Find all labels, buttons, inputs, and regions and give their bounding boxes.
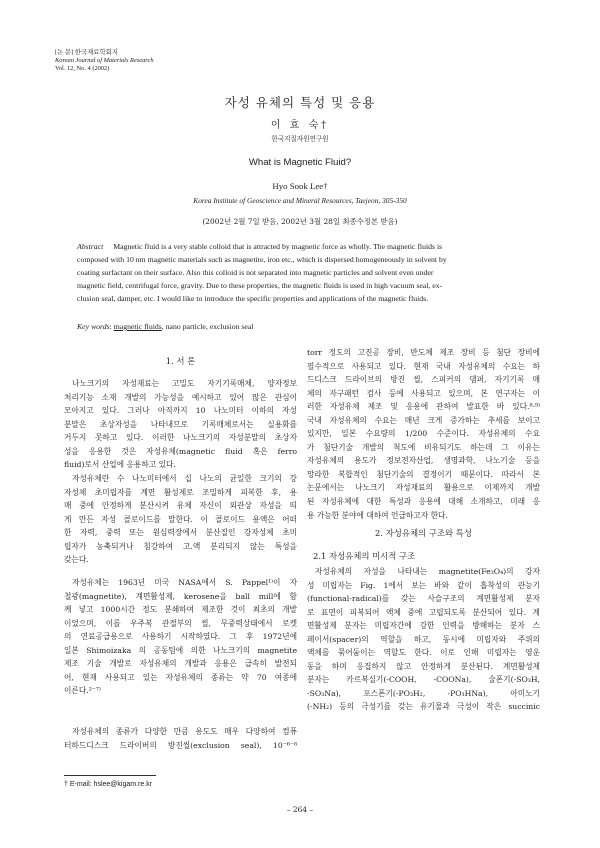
abstract-line: clusion seal, damper, etc. I would like to introduce the specific properties and applications of the magnetic fluids.	[77, 293, 429, 303]
text-line: (-NH₂) 등의 극성기를 갖는 유기물과 극성이 작은 succinic	[307, 702, 540, 712]
text-line: 철광(magnetite), 계면활성제, kerosene을 ball mill에 함	[64, 591, 297, 601]
text-line: 성을 응용한 것은 자성유체(magnetic fluid 혹은 ferro	[64, 446, 297, 456]
keywords-rest: , nano particle, exclusion seal	[161, 322, 254, 331]
text-line: 성 미립자는 Fig. 1에서 보는 바와 같이 흡착성의 관능기	[307, 580, 540, 590]
title-korean: 자성 유체의 특성 및 응용	[224, 95, 376, 110]
text-line: 용 가능한 분야에 대하여 언급하고자 한다.	[307, 510, 448, 520]
abstract-line: coating surfactant on their surface. Also this colloid is not separated into magnetic particles and solvent even under	[77, 267, 434, 277]
text-line: 터하드디스크 드라이버의 방진씰(exclusion seal), 10⁻⁶⁻⁸	[64, 740, 297, 750]
journal-volume: Vol. 12, No. 4 (2002)	[55, 65, 110, 73]
text-line: 액체를 묶어둠이는 역할도 한다. 이로 인해 미립자는 영운	[307, 648, 540, 658]
text-line: 분자는 카르복실기(-COOH, -COONa), 술폰기(-SO₃H,	[307, 675, 540, 685]
text-line: 매 중에 안정하게 분산시켜 유체 자신이 외관상 자성을 띄	[64, 501, 297, 511]
header-line1: [논 문] 한국재료학회지	[55, 49, 119, 56]
text-line: 된 자성유체에 대한 특성과 응용에 대해 소개하고, 미래 응	[307, 497, 540, 507]
right-paragraph-1	[307, 346, 540, 522]
text-line: torr 정도의 고진공 장비, 반도체 제조 장비 등 첨단 장비에	[307, 348, 540, 357]
text-line: 필수적으로 사용되고 있다. 현재 국내 자성유체의 수요는 하	[307, 361, 540, 371]
section-1-heading: 1. 서 론	[165, 356, 196, 366]
text-line: 면활성제 분자는 미립자간에 강한 인력을 방해하는 분자 스	[307, 621, 540, 631]
text-line: -SO₃Na), 포스폰기(-PO₃H₂, -PO₃HNa), 아미노기	[307, 688, 540, 698]
text-line: 자성유체란 수 나노미터에서 십 나노의 균일한 크기의 강	[72, 474, 297, 483]
abstract-line: magnetic field, centrifugal force, gravity. Due to these properties, the magnetic fluids is used in high vacuum seal, ex-	[77, 280, 443, 290]
text-line: 거두지 못하고 있다. 이러한 나노크기의 자성분말의 초상자	[64, 433, 297, 443]
text-line: 논문에서는 나노크기 자성재료의 활용으로 이제까지 개발	[307, 483, 540, 493]
affiliation-english: Korea Institute of Geoscience and Mineral Resources, Taejeon, 305-350	[193, 196, 407, 205]
text-line: 이었으며, 이를 우주복 관절부의 씰, 무중력상태에서 로켓	[64, 618, 297, 628]
left-paragraph-3	[64, 576, 297, 698]
text-line: 나노크기의 자성재료는 고밀도 자기기록매체, 양자정보	[72, 379, 297, 388]
text-line: 국내 자성유체의 수요는 매년 크게 증가하는 추세를 보이고	[307, 415, 540, 425]
text-line: 어, 현재 사용되고 있는 자성유체의 종류는 약 70 여종에	[64, 672, 297, 682]
text-line: 의 연료공급용으로 사용하기 시작하였다. 그 후 1972년에	[64, 632, 297, 642]
left-paragraph-1	[64, 377, 297, 472]
page-number: – 264 –	[286, 805, 314, 814]
text-line: 처리기능 소재 개발의 가능성을 예시하고 있어 많은 관심이	[64, 392, 297, 402]
left-paragraph-2	[64, 472, 297, 567]
text-line: 드디스크 드라이브의 방진 씰, 스피커의 댐퍼, 자기기록 매	[307, 375, 540, 385]
text-line: 동을 하며 응집하지 않고 안정하게 분산된다. 계면활성제	[307, 661, 540, 671]
footnote-email: † E-mail: hslee@kigam.re.kr	[64, 781, 153, 788]
text-line: 페이서(spacer)의 역할을 하고, 동시에 미립자와 주위의	[307, 634, 540, 644]
text-line: 가 첨단기술 개발의 척도에 비유되기도 하는데 그 이유는	[307, 442, 540, 452]
keywords: Key words: magnetic fluids, nano particle, exclusion seal	[77, 322, 254, 331]
text-line: 자성체 초미립자를 계면 활성제로 조밀하게 피복한 후, 용	[64, 487, 297, 497]
abstract-label: Abstract	[77, 242, 104, 251]
text-line: 로 표면이 피복되어 액체 중에 고립되도록 분산되어 있다. 계	[307, 607, 540, 617]
abstract-line: composed with 10 nm magnetic materials such as magnetite, iron etc., which is dispersed homogeneously in solvent by	[77, 254, 447, 264]
text-line: 일본 Shimoizaka 의 공동팀에 의한 나노크기의 magnetite	[64, 645, 297, 655]
text-line: 한 자력, 중력 또는 원심력장에서 분산질인 강자성체 초미	[64, 528, 297, 538]
text-line: 모아지고 있다. 그러나 아직까지 10 나노미터 이하의 자성	[64, 406, 297, 416]
section-2-1-heading: 2.1 자성유체의 미시적 구조	[313, 551, 416, 561]
footnote-rule	[64, 775, 156, 776]
text-line: 분말은 초상자성을 나타내므로 기록매체로서는 실용화를	[64, 419, 297, 429]
text-line: 제조 기술 개발로 자성유체의 개발과 응용은 급속히 발전되	[64, 659, 297, 669]
journal-name: Korean Journal of Materials Research	[55, 57, 154, 65]
text-line: fluid)로서 산업에 응용하고 있다.	[64, 460, 176, 470]
text-line: 자성유체의 자성을 나타내는 magnetite(Fe₃O₄)의 강자	[315, 567, 540, 576]
author-english: Hyo Sook Lee†	[272, 181, 328, 191]
abstract-line: Abstract Magnetic fluid is a very stable colloid that is attracted by magnetic force as wholly. The magnetic fluids is	[77, 242, 443, 251]
text-line: 립자가 농축되거나 침강하여 고.액 분리되지 않는 특성을	[64, 541, 297, 551]
text-line: 체의 자구패턴 검사 등에 사용되고 있으며, 본 연구자는 이	[307, 388, 540, 398]
affiliation-korean: 한국지질자원연구원	[271, 135, 329, 143]
keyword-underlined: magnetic fluids	[113, 322, 162, 331]
left-paragraph-4	[64, 725, 297, 752]
text-line: 갖는다.	[64, 555, 89, 565]
text-line: 이른다.²⁻⁷⁾	[64, 686, 101, 696]
section-2-heading: 2. 자성유체의 구조와 특성	[375, 528, 472, 538]
text-line: 러한 자성유체 제조 및 응용에 관하여 발표한 바 있다.⁸·⁹⁾	[307, 402, 540, 412]
text-line: (functional-radical)를 갖는 사슬구조의 계면활성제 분자	[307, 594, 540, 604]
author-korean: 이 효 숙†	[270, 120, 330, 131]
right-paragraph-2	[307, 565, 540, 714]
journal-header	[55, 49, 154, 74]
text-line: 자성유체는 1963년 미국 NASA에서 S. Pappel¹⁾이 자	[72, 578, 297, 587]
received-dates: (2002년 2월 7일 받음, 2002년 3월 28일 최종수정본 받음)	[202, 217, 398, 226]
keywords-label: Key words	[77, 322, 110, 331]
text-line: 자성유체의 용도가 정보전자산업, 생명과학, 나노기술 등을	[307, 456, 540, 466]
text-line: 있지만, 일본 수요량의 1/200 수준이다. 자성유체의 수요	[307, 429, 540, 439]
text-line: 망라한 복합적인 첨단기술의 결정이기 때문이다. 따라서 본	[307, 469, 540, 479]
text-line: 게 만든 자성 콜로이드를 말한다. 이 콜로이드 용액은 어떠	[64, 514, 297, 524]
text-line: 께 넣고 1000시간 정도 분쇄하여 제조한 것이 최초의 개발	[64, 605, 297, 615]
text-line: 자성유체의 종류가 다양한 만큼 용도도 매우 다양하여 컴퓨	[72, 727, 297, 736]
abstract	[77, 241, 522, 306]
title-english: What is Magnetic Fluid?	[248, 157, 352, 168]
